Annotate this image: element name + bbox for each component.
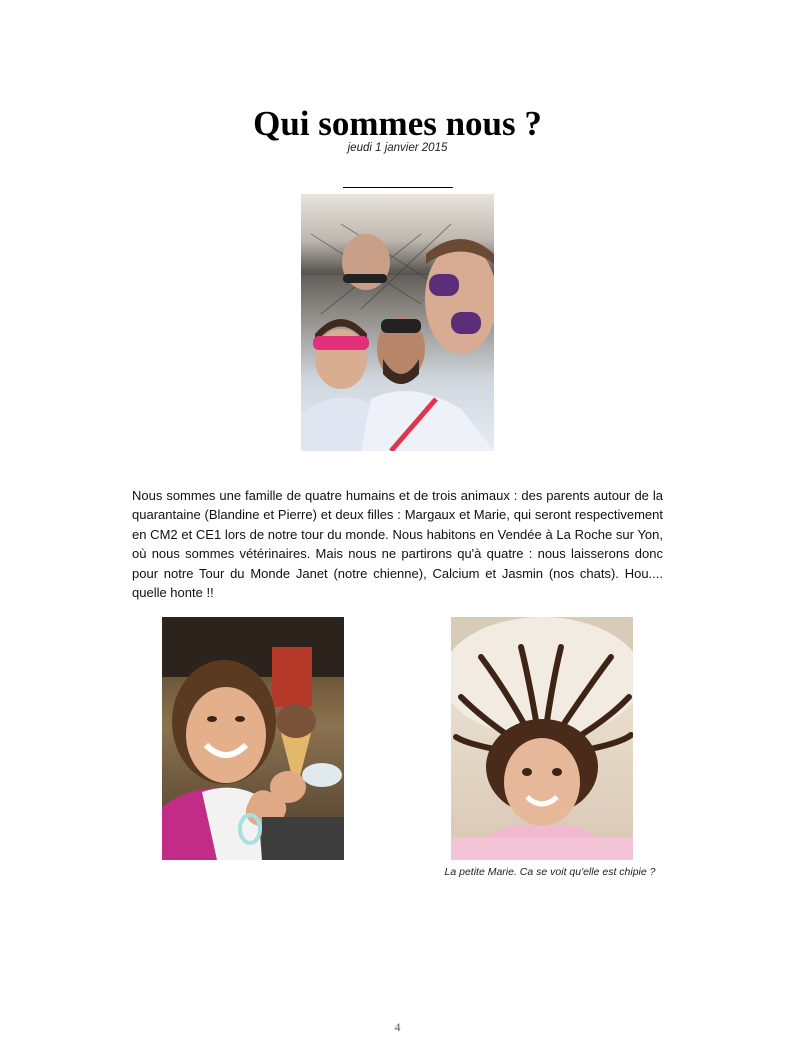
marie-photo <box>451 617 633 860</box>
family-selfie-photo <box>301 194 494 451</box>
ice-cream-girl-photo <box>162 617 344 860</box>
post-date: jeudi 1 janvier 2015 <box>347 142 448 154</box>
family-selfie-illustration <box>301 194 494 451</box>
page-title: Qui sommes nous ? <box>253 104 542 143</box>
photo-caption: La petite Marie. Ca se voit qu'elle est chipie ? <box>444 866 656 878</box>
page-number: 4 <box>394 1020 401 1034</box>
ice-cream-girl-illustration <box>162 617 344 860</box>
title-divider <box>343 187 453 188</box>
intro-paragraph: Nous sommes une famille de quatre humains et de trois animaux : des parents autour de la quarantaine (Blandine et Pierre) et deux filles : Margaux et Marie, qui seront respectivement en CM2 et CE1 lors de notre tour du monde. Nous habitons en Vendée à La Roche sur Yon, où nous sommes vétérinaires. Mais nous ne partirons qu'à quatre : nous laisserons donc pour notre Tour du Monde Janet (notre chienne), Calcium et Jasmin (nos chats). Hou.... quelle honte !! <box>132 488 663 601</box>
marie-illustration <box>451 617 633 860</box>
